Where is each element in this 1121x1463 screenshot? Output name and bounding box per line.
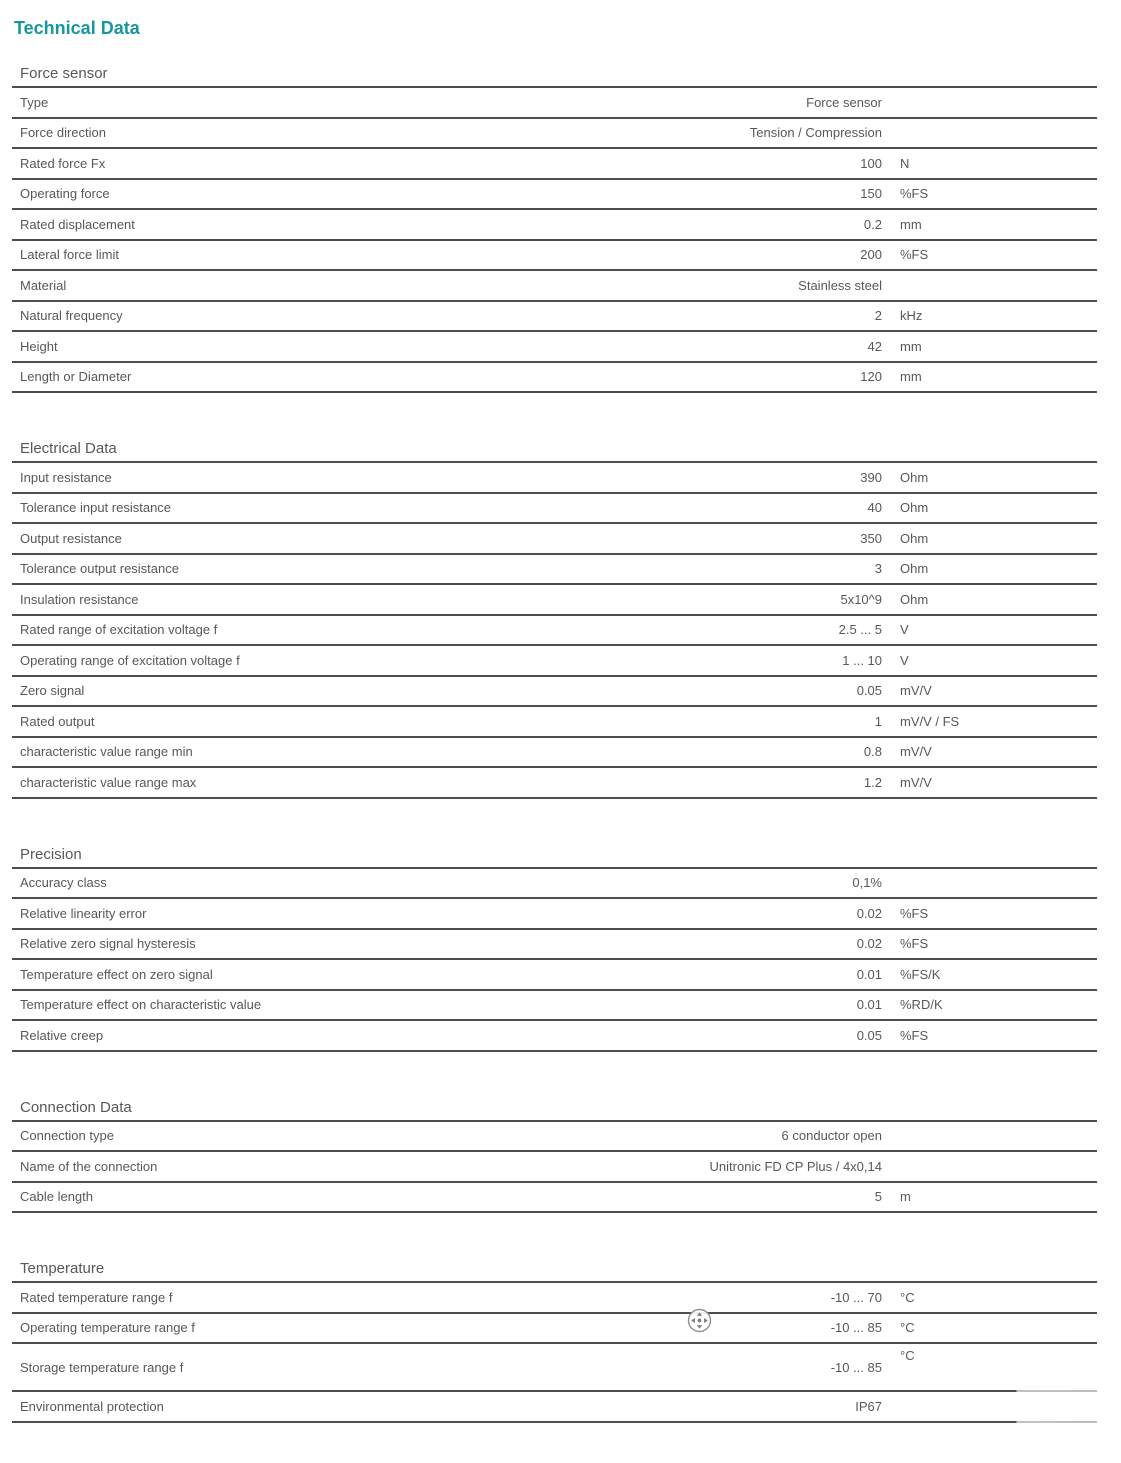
table-row bbox=[12, 677, 1097, 708]
spec-label: Force direction bbox=[20, 125, 106, 141]
spec-value: 1.2 bbox=[863, 774, 882, 790]
spec-section bbox=[12, 65, 1097, 393]
spec-value: 100 bbox=[860, 155, 882, 171]
spec-unit: Ohm bbox=[900, 469, 929, 485]
table-row bbox=[12, 332, 1097, 363]
spec-unit: %RD/K bbox=[900, 997, 943, 1013]
spec-label: Tolerance input resistance bbox=[20, 500, 172, 516]
spec-label: Rated temperature range f bbox=[20, 1289, 173, 1305]
table-row bbox=[12, 616, 1097, 647]
spec-label: Height bbox=[20, 338, 58, 354]
page-title: Technical Data bbox=[14, 18, 140, 38]
spec-unit: mV/V bbox=[900, 744, 932, 760]
spec-value: 6 conductor open bbox=[781, 1128, 882, 1144]
spec-label: Natural frequency bbox=[20, 308, 123, 324]
table-row bbox=[12, 1283, 1097, 1314]
table-row bbox=[12, 88, 1097, 119]
spec-value: 0.01 bbox=[856, 966, 882, 982]
table-row bbox=[12, 494, 1097, 525]
spec-label: Relative linearity error bbox=[20, 905, 147, 921]
spec-section bbox=[12, 846, 1097, 1052]
spec-label: Input resistance bbox=[20, 469, 112, 485]
spec-value: Unitronic FD CP Plus / 4x0,14 bbox=[709, 1158, 882, 1174]
spec-value: 2.5 ... 5 bbox=[838, 622, 882, 638]
spec-value: 0.05 bbox=[856, 683, 882, 699]
spec-unit: %FS bbox=[900, 936, 929, 952]
table-row bbox=[12, 930, 1097, 961]
spec-label: Operating force bbox=[20, 186, 110, 202]
spec-label: Operating range of excitation voltage f bbox=[20, 652, 240, 668]
spec-value: 0.02 bbox=[856, 936, 882, 952]
spec-rows bbox=[12, 869, 1097, 1052]
spec-unit: Ohm bbox=[900, 500, 929, 516]
table-row bbox=[12, 646, 1097, 677]
spec-section bbox=[12, 1260, 1097, 1423]
spec-value: 350 bbox=[860, 530, 882, 546]
spec-rows bbox=[12, 1122, 1097, 1214]
spec-value: 0.8 bbox=[863, 744, 882, 760]
table-row bbox=[12, 1122, 1097, 1153]
spec-value: 5x10^9 bbox=[840, 591, 882, 607]
table-row bbox=[12, 991, 1097, 1022]
spec-label: Length or Diameter bbox=[20, 369, 132, 385]
spec-label: Zero signal bbox=[20, 683, 85, 699]
spec-value: -10 ... 85 bbox=[830, 1359, 882, 1375]
spec-value: 5 bbox=[874, 1189, 882, 1205]
spec-label: Temperature effect on zero signal bbox=[20, 966, 213, 982]
spec-unit: Ohm bbox=[900, 561, 929, 577]
table-row bbox=[12, 271, 1097, 302]
table-row bbox=[12, 1314, 1097, 1345]
spec-unit: %FS/K bbox=[900, 966, 941, 982]
spec-label: characteristic value range min bbox=[20, 744, 193, 760]
spec-unit: mV/V bbox=[900, 774, 932, 790]
table-row bbox=[12, 899, 1097, 930]
spec-label: characteristic value range max bbox=[20, 774, 197, 790]
spec-label: Cable length bbox=[20, 1189, 93, 1205]
spec-unit: °C bbox=[900, 1320, 915, 1336]
spec-unit: mV/V bbox=[900, 683, 932, 699]
spec-label: Storage temperature range f bbox=[20, 1359, 184, 1375]
spec-value: 390 bbox=[860, 469, 882, 485]
section-header: Electrical Data bbox=[12, 440, 1097, 463]
spec-value: 42 bbox=[867, 338, 882, 354]
spec-label: Material bbox=[20, 277, 67, 293]
table-row bbox=[12, 738, 1097, 769]
section-header: Force sensor bbox=[12, 65, 1097, 88]
autoscroll-move-icon bbox=[687, 1308, 712, 1333]
spec-unit: kHz bbox=[900, 308, 923, 324]
spec-label: Rated range of excitation voltage f bbox=[20, 622, 218, 638]
spec-unit: mm bbox=[900, 338, 922, 354]
table-row bbox=[12, 1021, 1097, 1052]
spec-label: Connection type bbox=[20, 1128, 114, 1144]
table-row bbox=[12, 119, 1097, 150]
table-row bbox=[12, 707, 1097, 738]
table-row bbox=[12, 180, 1097, 211]
spec-unit: Ohm bbox=[900, 530, 929, 546]
spec-value: 0,1% bbox=[852, 875, 882, 891]
table-row bbox=[12, 768, 1097, 799]
spec-value: Stainless steel bbox=[798, 277, 882, 293]
spec-value: 1 ... 10 bbox=[842, 652, 882, 668]
spec-unit: %FS bbox=[900, 1027, 929, 1043]
table-row bbox=[12, 302, 1097, 333]
spec-value: 0.02 bbox=[856, 905, 882, 921]
spec-value: 0.05 bbox=[856, 1027, 882, 1043]
spec-unit: mV/V / FS bbox=[900, 713, 960, 729]
spec-value: 0.01 bbox=[856, 997, 882, 1013]
spec-unit: N bbox=[900, 155, 910, 171]
spec-section bbox=[12, 1099, 1097, 1214]
spec-unit: V bbox=[900, 652, 909, 668]
spec-value: 150 bbox=[860, 186, 882, 202]
spec-value: -10 ... 70 bbox=[830, 1289, 882, 1305]
section-header: Temperature bbox=[12, 1260, 1097, 1283]
spec-value: 200 bbox=[860, 247, 882, 263]
spec-unit: Ohm bbox=[900, 591, 929, 607]
table-row bbox=[12, 1392, 1097, 1423]
table-row bbox=[12, 585, 1097, 616]
table-row bbox=[12, 1344, 1097, 1392]
spec-label: Relative creep bbox=[20, 1027, 104, 1043]
spec-label: Rated output bbox=[20, 713, 95, 729]
table-row bbox=[12, 363, 1097, 394]
table-row bbox=[12, 960, 1097, 991]
spec-label: Operating temperature range f bbox=[20, 1320, 195, 1336]
table-row bbox=[12, 463, 1097, 494]
spec-unit: m bbox=[900, 1189, 911, 1205]
spec-label: Type bbox=[20, 94, 49, 110]
spec-rows bbox=[12, 463, 1097, 799]
table-row bbox=[12, 1183, 1097, 1214]
spec-label: Rated force Fx bbox=[20, 155, 106, 171]
spec-value: 40 bbox=[867, 500, 882, 516]
spec-value: 120 bbox=[860, 369, 882, 385]
spec-value: Tension / Compression bbox=[749, 125, 882, 141]
spec-unit: mm bbox=[900, 216, 922, 232]
spec-section bbox=[12, 440, 1097, 799]
table-row bbox=[12, 869, 1097, 900]
spec-label: Insulation resistance bbox=[20, 591, 139, 607]
spec-label: Rated displacement bbox=[20, 216, 135, 232]
spec-label: Output resistance bbox=[20, 530, 122, 546]
spec-tables bbox=[12, 65, 1097, 1423]
spec-label: Environmental protection bbox=[20, 1398, 164, 1414]
table-row bbox=[12, 210, 1097, 241]
table-row bbox=[12, 555, 1097, 586]
table-row bbox=[12, 149, 1097, 180]
spec-label: Tolerance output resistance bbox=[20, 561, 179, 577]
spec-value: 3 bbox=[874, 561, 882, 577]
table-row bbox=[12, 1152, 1097, 1183]
spec-value: 1 bbox=[874, 713, 882, 729]
table-row bbox=[12, 524, 1097, 555]
spec-unit: %FS bbox=[900, 905, 929, 921]
table-row bbox=[12, 241, 1097, 272]
section-header: Precision bbox=[12, 846, 1097, 869]
spec-unit: °C bbox=[900, 1289, 915, 1305]
spec-value: Force sensor bbox=[806, 94, 882, 110]
spec-unit: °C bbox=[900, 1347, 915, 1363]
spec-unit: %FS bbox=[900, 186, 929, 202]
spec-unit: V bbox=[900, 622, 909, 638]
spec-label: Temperature effect on characteristic value bbox=[20, 997, 262, 1013]
spec-rows bbox=[12, 88, 1097, 393]
spec-value: 2 bbox=[874, 308, 882, 324]
spec-value: -10 ... 85 bbox=[830, 1320, 882, 1336]
spec-unit: %FS bbox=[900, 247, 929, 263]
spec-rows bbox=[12, 1283, 1097, 1423]
spec-label: Lateral force limit bbox=[20, 247, 119, 263]
spec-label: Accuracy class bbox=[20, 875, 107, 891]
spec-label: Relative zero signal hysteresis bbox=[20, 936, 196, 952]
spec-value: IP67 bbox=[855, 1398, 882, 1414]
spec-label: Name of the connection bbox=[20, 1158, 158, 1174]
spec-value: 0.2 bbox=[863, 216, 882, 232]
section-header: Connection Data bbox=[12, 1099, 1097, 1122]
spec-unit: mm bbox=[900, 369, 922, 385]
